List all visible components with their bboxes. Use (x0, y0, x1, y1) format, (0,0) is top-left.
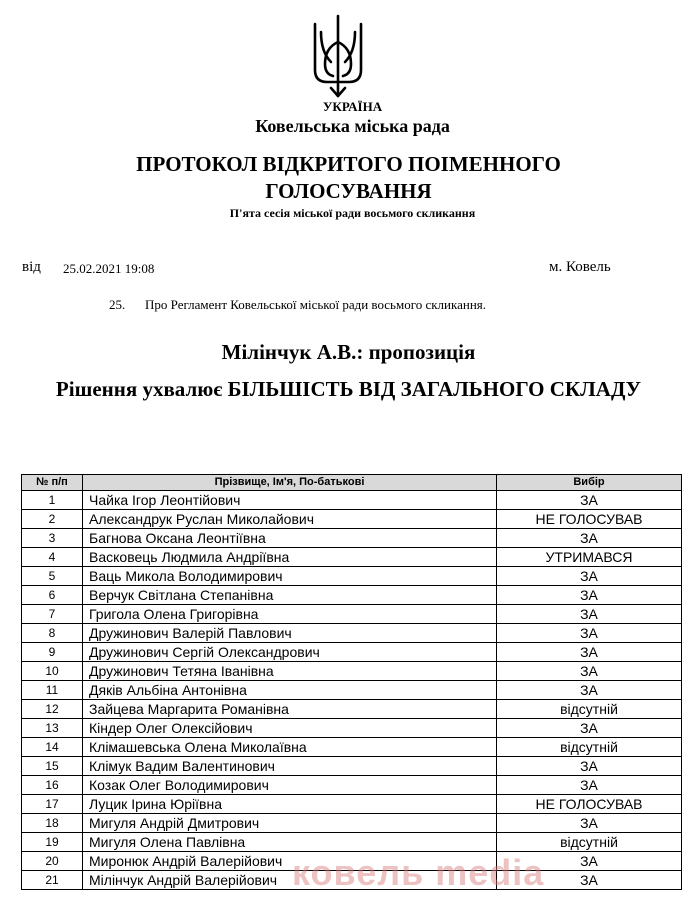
row-number: 2 (22, 510, 83, 529)
row-number: 10 (22, 662, 83, 681)
row-choice: ЗА (497, 529, 682, 548)
row-number: 20 (22, 852, 83, 871)
row-choice: НЕ ГОЛОСУВАВ (497, 510, 682, 529)
country-name: УКРАЇНА (322, 99, 383, 114)
row-choice: ЗА (497, 776, 682, 795)
row-number: 19 (22, 833, 83, 852)
table-row (22, 757, 682, 776)
column-header-name: Прізвище, Ім'я, По-батькові (83, 475, 497, 491)
agenda-item (109, 297, 486, 313)
row-choice: НЕ ГОЛОСУВАВ (497, 795, 682, 814)
proposal-heading: Мілінчук А.В.: пропозиція (221, 340, 476, 364)
row-choice: відсутній (497, 833, 682, 852)
row-choice: ЗА (497, 643, 682, 662)
row-number: 5 (22, 567, 83, 586)
tryzub-emblem-icon (311, 12, 365, 98)
table-row (22, 510, 682, 529)
row-number: 9 (22, 643, 83, 662)
column-header-choice: Вибір (497, 475, 682, 491)
row-name: Васковець Людмила Андріївна (83, 548, 497, 567)
table-row (22, 624, 682, 643)
row-name: Клімашевська Олена Миколаївна (83, 738, 497, 757)
row-choice: ЗА (497, 586, 682, 605)
table-row (22, 586, 682, 605)
row-name: Ваць Микола Володимирович (83, 567, 497, 586)
table-row (22, 567, 682, 586)
row-number: 17 (22, 795, 83, 814)
row-choice: ЗА (497, 871, 682, 890)
row-name: Мигуля Андрій Дмитрович (83, 814, 497, 833)
table-row (22, 605, 682, 624)
city-name: м. Ковель (549, 259, 611, 275)
row-name: Кіндер Олег Олексійович (83, 719, 497, 738)
row-number: 18 (22, 814, 83, 833)
row-name: Дружинович Сергій Олександрович (83, 643, 497, 662)
row-number: 8 (22, 624, 83, 643)
agenda-number: 25. (109, 297, 126, 312)
table-row (22, 776, 682, 795)
session-subtitle: П'ята сесія міської ради восьмого скликання (229, 206, 476, 220)
row-choice: ЗА (497, 567, 682, 586)
row-name: Багнова Оксана Леонтіївна (83, 529, 497, 548)
row-choice: ЗА (497, 681, 682, 700)
row-name: Луцик Ірина Юріївна (83, 795, 497, 814)
row-choice: ЗА (497, 814, 682, 833)
row-name: Чайка Ігор Леонтійович (83, 491, 497, 510)
row-name: Мілінчук Андрій Валерійович (83, 871, 497, 890)
vote-table (21, 474, 682, 890)
row-name: Козак Олег Володимирович (83, 776, 497, 795)
row-choice: ЗА (497, 624, 682, 643)
date-label: від (22, 259, 41, 275)
council-name: Ковельська міська рада (255, 116, 450, 136)
table-header-row (22, 475, 682, 491)
row-number: 13 (22, 719, 83, 738)
row-choice: ЗА (497, 719, 682, 738)
watermark-logo: ковель media (292, 852, 545, 893)
table-row (22, 491, 682, 510)
row-name: Александрук Руслан Миколайович (83, 510, 497, 529)
row-choice: ЗА (497, 662, 682, 681)
row-number: 6 (22, 586, 83, 605)
row-number: 15 (22, 757, 83, 776)
row-name: Зайцева Маргарита Романівна (83, 700, 497, 719)
table-row (22, 852, 682, 871)
row-name: Мигуля Олена Павлівна (83, 833, 497, 852)
table-row (22, 662, 682, 681)
row-choice: відсутній (497, 700, 682, 719)
table-row (22, 738, 682, 757)
column-header-number: № п/п (22, 475, 83, 491)
row-choice: ЗА (497, 757, 682, 776)
table-row (22, 814, 682, 833)
row-name: Клімук Вадим Валентинович (83, 757, 497, 776)
table-row (22, 548, 682, 567)
row-number: 3 (22, 529, 83, 548)
table-row (22, 833, 682, 852)
decision-heading: Рішення ухвалює БІЛЬШІСТЬ ВІД ЗАГАЛЬНОГО СКЛАДУ (55, 377, 642, 401)
row-name: Миронюк Андрій Валерійович (83, 852, 497, 871)
row-number: 7 (22, 605, 83, 624)
vote-datetime: 25.02.2021 19:08 (63, 261, 155, 276)
row-number: 21 (22, 871, 83, 890)
document-title: ПРОТОКОЛ ВІДКРИТОГО ПОІМЕННОГО ГОЛОСУВАННЯ (136, 152, 561, 203)
row-choice: ЗА (497, 852, 682, 871)
table-row (22, 700, 682, 719)
table-row (22, 681, 682, 700)
table-row (22, 719, 682, 738)
row-name: Дружинович Тетяна Іванівна (83, 662, 497, 681)
row-choice: відсутній (497, 738, 682, 757)
row-choice: УТРИМАВСЯ (497, 548, 682, 567)
row-choice: ЗА (497, 605, 682, 624)
table-row (22, 643, 682, 662)
table-row (22, 795, 682, 814)
row-name: Дяків Альбіна Антонівна (83, 681, 497, 700)
row-name: Григола Олена Григорівна (83, 605, 497, 624)
row-number: 12 (22, 700, 83, 719)
row-number: 11 (22, 681, 83, 700)
row-number: 1 (22, 491, 83, 510)
row-number: 16 (22, 776, 83, 795)
row-number: 4 (22, 548, 83, 567)
row-number: 14 (22, 738, 83, 757)
table-row (22, 871, 682, 890)
row-name: Верчук Світлана Степанівна (83, 586, 497, 605)
row-choice: ЗА (497, 491, 682, 510)
agenda-text: Про Регламент Ковельської міської ради восьмого скликання. (145, 297, 487, 312)
table-row (22, 529, 682, 548)
row-name: Дружинович Валерій Павлович (83, 624, 497, 643)
